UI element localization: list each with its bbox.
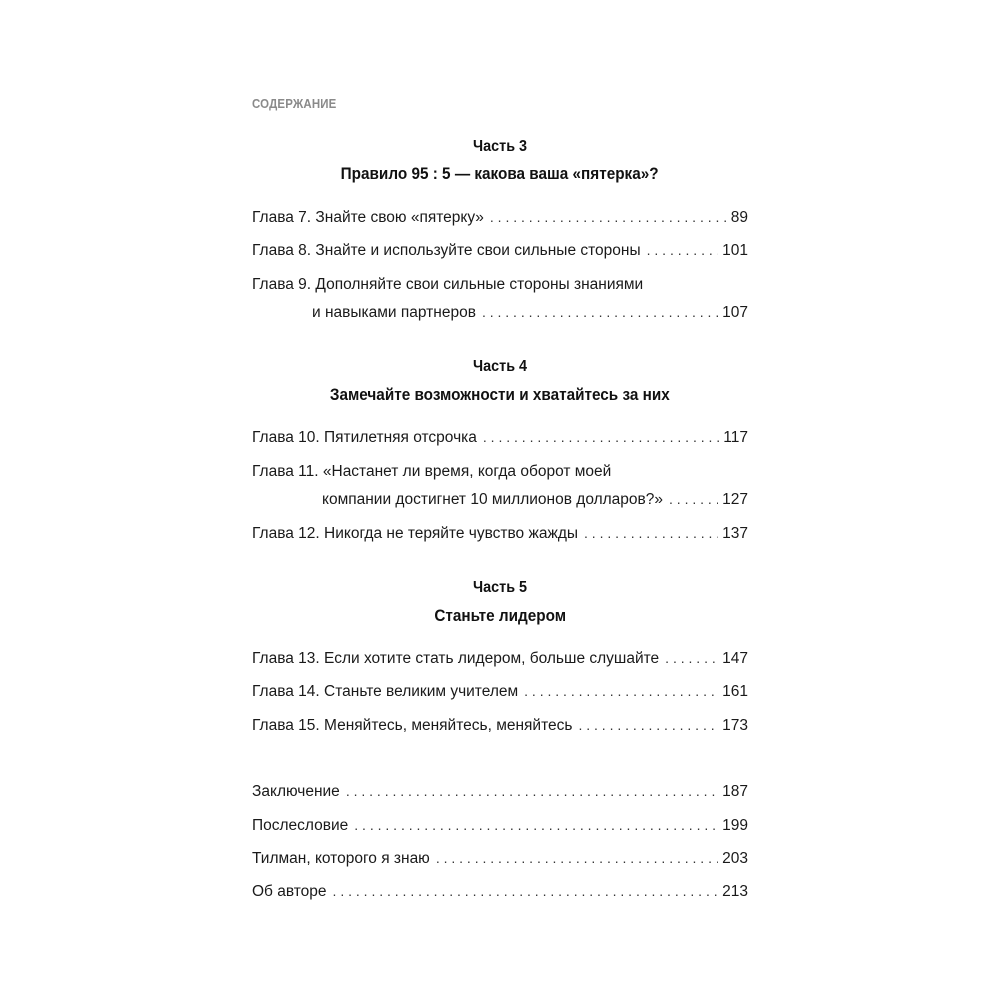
toc-entry-chapter-11[interactable] xyxy=(322,491,748,513)
toc-entry-text: компании достигнет 10 миллионов долларов?» xyxy=(322,491,669,509)
part-4-label: Часть 4 xyxy=(472,358,528,375)
toc-entry-tilman[interactable] xyxy=(252,850,748,872)
leader-dots xyxy=(647,242,719,258)
leader-dots xyxy=(436,850,718,866)
leader-dots xyxy=(482,304,718,320)
toc-entry-text: Глава 7. Знайте свою «пятерку» xyxy=(252,209,490,227)
part-5-label: Часть 5 xyxy=(472,579,528,596)
toc-entry-chapter-13[interactable] xyxy=(252,650,748,672)
toc-entry-chapter-12[interactable] xyxy=(252,525,748,547)
leader-dots xyxy=(578,717,718,733)
toc-entry-page: 173 xyxy=(722,717,748,734)
leader-dots xyxy=(524,683,718,699)
toc-entry-chapter-11-line1: Глава 11. «Настанет ли время, когда оборот моей xyxy=(252,463,612,480)
leader-dots xyxy=(584,525,718,541)
running-head: СОДЕРЖАНИЕ xyxy=(252,96,337,111)
toc-entry-text: Глава 14. Станьте великим учителем xyxy=(252,683,524,701)
toc-entry-text: Глава 15. Меняйтесь, меняйтесь, меняйтесь xyxy=(252,717,578,735)
toc-entry-page: 127 xyxy=(722,491,748,508)
toc-entry-page: 213 xyxy=(722,883,748,900)
toc-entry-text: Глава 10. Пятилетняя отсрочка xyxy=(252,429,483,447)
toc-entry-text: Заключение xyxy=(252,783,346,801)
toc-entry-page: 161 xyxy=(722,683,748,700)
part-5-title: Станьте лидером xyxy=(434,606,566,625)
toc-entry-chapter-7[interactable] xyxy=(252,209,748,231)
toc-entry-text: и навыками партнеров xyxy=(312,304,482,322)
toc-entry-chapter-15[interactable] xyxy=(252,717,748,739)
toc-entry-page: 107 xyxy=(722,304,748,321)
leader-dots xyxy=(669,491,718,507)
leader-dots xyxy=(346,783,718,799)
toc-entry-text: Глава 12. Никогда не теряйте чувство жажды xyxy=(252,525,584,543)
toc-entry-chapter-9[interactable] xyxy=(312,304,748,326)
leader-dots xyxy=(333,883,719,899)
toc-entry-page: 117 xyxy=(723,429,748,446)
toc-entry-text: Послесловие xyxy=(252,817,354,835)
toc-entry-page: 89 xyxy=(730,209,748,226)
toc-entry-chapter-9-line1: Глава 9. Дополняйте свои сильные стороны знаниями xyxy=(252,276,644,293)
toc-entry-page: 199 xyxy=(722,817,748,834)
leader-dots xyxy=(665,650,718,666)
toc-entry-about-author[interactable] xyxy=(252,883,748,905)
toc-entry-conclusion[interactable] xyxy=(252,783,748,805)
part-3-label: Часть 3 xyxy=(472,138,528,155)
part-4-title: Замечайте возможности и хватайтесь за них xyxy=(330,385,670,404)
toc-entry-text: Тилман, которого я знаю xyxy=(252,850,436,868)
toc-entry-page: 203 xyxy=(722,850,748,867)
toc-entry-text: Об авторе xyxy=(252,883,333,901)
toc-entry-page: 187 xyxy=(722,783,748,800)
leader-dots xyxy=(483,429,719,445)
toc-entry-page: 147 xyxy=(722,650,748,667)
part-3-title: Правило 95 : 5 — какова ваша «пятерка»? xyxy=(341,164,659,183)
toc-entry-text: Глава 8. Знайте и используйте свои сильные стороны xyxy=(252,242,647,260)
leader-dots xyxy=(490,209,727,225)
toc-entry-page: 101 xyxy=(722,242,748,259)
toc-entry-page: 137 xyxy=(722,525,748,542)
toc-entry-chapter-10[interactable] xyxy=(252,429,748,451)
toc-page xyxy=(252,0,748,1000)
toc-entry-chapter-14[interactable] xyxy=(252,683,748,705)
toc-entry-chapter-8[interactable] xyxy=(252,242,748,264)
leader-dots xyxy=(354,817,718,833)
toc-entry-afterword[interactable] xyxy=(252,817,748,839)
toc-entry-text: Глава 13. Если хотите стать лидером, больше слушайте xyxy=(252,650,665,668)
